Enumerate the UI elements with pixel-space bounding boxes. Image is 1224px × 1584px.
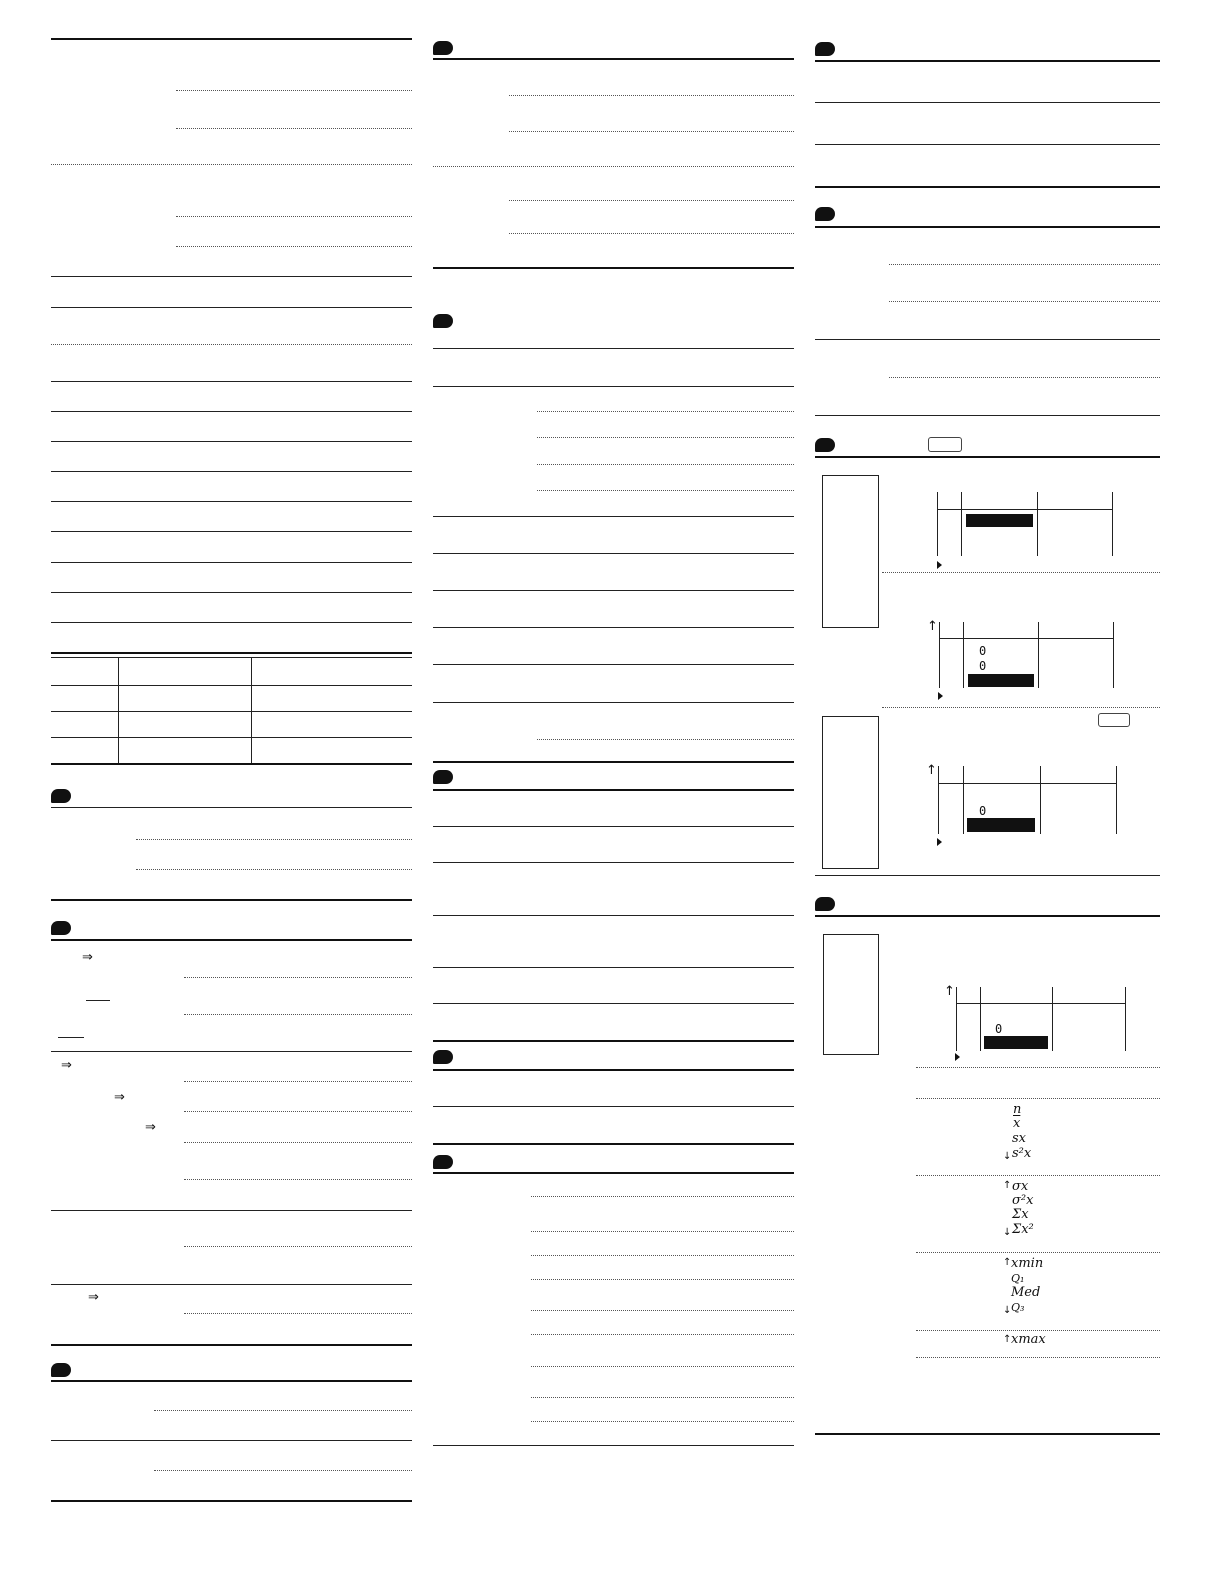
divider	[176, 246, 412, 247]
down-arrow-icon: ↓	[1003, 1151, 1012, 1162]
leaf-bullet-icon	[51, 1363, 71, 1377]
divider	[509, 95, 794, 96]
divider	[176, 90, 412, 91]
stat-item: xmin	[1011, 1256, 1044, 1271]
divider	[51, 1284, 412, 1285]
table-row-rule	[51, 685, 412, 686]
leaf-bullet-icon	[51, 921, 71, 935]
section-rule	[815, 60, 1160, 62]
up-arrow-icon: ↑	[944, 984, 955, 999]
divider	[51, 622, 412, 623]
triangle-pointer-icon	[937, 561, 942, 569]
divider	[433, 386, 794, 387]
lcd-value: 0	[979, 659, 987, 673]
divider	[882, 572, 1160, 573]
lcd-column-rule	[963, 766, 964, 834]
section-rule	[433, 1172, 794, 1174]
divider	[51, 38, 412, 40]
divider	[537, 739, 794, 740]
section-rule	[815, 915, 1160, 917]
down-arrow-icon: ↓	[1003, 1227, 1012, 1238]
lcd-value: 0	[979, 804, 987, 818]
divider	[51, 471, 412, 472]
divider	[433, 553, 794, 554]
divider	[815, 102, 1160, 103]
divider	[136, 839, 412, 840]
table-column-rule	[251, 657, 252, 763]
divider	[537, 490, 794, 491]
key-sequence-bracket	[822, 716, 879, 869]
table-header-rule	[51, 657, 412, 658]
lcd-column-rule	[961, 492, 962, 556]
lcd-border	[1113, 622, 1114, 688]
key-sequence-bracket	[822, 475, 879, 628]
up-arrow-icon: ↑	[927, 619, 938, 634]
divider	[51, 1210, 412, 1211]
section-end-rule	[815, 875, 1160, 876]
triangle-pointer-icon	[955, 1053, 960, 1061]
stat-item: Σx	[1012, 1207, 1029, 1222]
leaf-bullet-icon	[815, 42, 835, 56]
implies-icon: ⇒	[114, 1090, 125, 1105]
divider	[51, 1440, 412, 1441]
leaf-bullet-icon	[433, 1050, 453, 1064]
lcd-header-rule	[938, 783, 1116, 784]
divider	[889, 264, 1160, 265]
section-rule	[433, 1069, 794, 1071]
table-row-rule	[51, 737, 412, 738]
section-end-rule	[433, 1445, 794, 1446]
stat-item: Σx²	[1012, 1222, 1034, 1237]
divider	[176, 128, 412, 129]
section-rule	[815, 456, 1160, 458]
section-end-rule	[51, 1500, 412, 1502]
divider	[509, 200, 794, 201]
divider	[531, 1366, 794, 1367]
section-rule	[433, 789, 794, 791]
divider	[51, 276, 412, 277]
implies-icon: ⇒	[61, 1058, 72, 1073]
section-rule	[51, 1380, 412, 1382]
lcd-column-rule	[980, 987, 981, 1051]
key-sequence-bracket	[823, 934, 879, 1055]
section-rule	[815, 226, 1160, 228]
implies-icon: ⇒	[88, 1290, 99, 1305]
divider	[537, 464, 794, 465]
stat-item: xmax	[1011, 1332, 1046, 1347]
lcd-border	[937, 492, 938, 556]
divider	[51, 1051, 412, 1052]
section-end-rule	[433, 267, 794, 269]
section-end-rule	[815, 1433, 1160, 1435]
leaf-bullet-icon	[433, 770, 453, 784]
divider	[916, 1067, 1160, 1068]
divider	[882, 707, 1160, 708]
stat-item: Q₃	[1011, 1301, 1025, 1314]
stat-item: sx	[1012, 1131, 1027, 1146]
up-arrow-icon: ↑	[1003, 1334, 1012, 1345]
divider	[433, 915, 794, 916]
up-arrow-icon: ↑	[1003, 1257, 1012, 1268]
divider	[51, 531, 412, 532]
lcd-value: 0	[979, 644, 987, 658]
divider	[184, 1246, 412, 1247]
implies-icon: ⇒	[145, 1120, 156, 1135]
divider	[184, 1111, 412, 1112]
leaf-bullet-icon	[433, 314, 453, 328]
stat-item: $\overline{x}$	[1013, 1116, 1021, 1131]
lcd-column-rule	[1040, 766, 1041, 834]
divider	[433, 967, 794, 968]
divider	[184, 977, 412, 978]
divider	[51, 344, 412, 345]
section-rule	[433, 348, 794, 349]
divider	[433, 1106, 794, 1107]
divider	[433, 166, 794, 167]
fraction-bar	[86, 1000, 110, 1001]
divider	[184, 1179, 412, 1180]
lcd-column-rule	[1052, 987, 1053, 1051]
table-bottom-border	[51, 763, 412, 765]
divider	[531, 1231, 794, 1232]
divider	[184, 1313, 412, 1314]
lcd-header-rule	[937, 509, 1112, 510]
divider	[51, 381, 412, 382]
divider	[154, 1470, 412, 1471]
key-outline-icon	[1098, 713, 1130, 727]
divider	[531, 1397, 794, 1398]
divider	[51, 592, 412, 593]
leaf-bullet-icon	[433, 1155, 453, 1169]
section-end-rule	[815, 186, 1160, 188]
key-outline-icon	[928, 437, 962, 452]
section-rule	[433, 58, 794, 60]
divider	[176, 216, 412, 217]
divider	[889, 377, 1160, 378]
section-end-rule	[815, 415, 1160, 416]
divider	[184, 1142, 412, 1143]
leaf-bullet-icon	[51, 789, 71, 803]
divider	[531, 1196, 794, 1197]
stat-item: σ²x	[1012, 1193, 1034, 1208]
divider	[509, 233, 794, 234]
divider	[433, 590, 794, 591]
divider	[184, 1014, 412, 1015]
lcd-border	[938, 766, 939, 834]
lcd-cursor	[968, 674, 1034, 687]
divider	[51, 164, 412, 165]
leaf-bullet-icon	[815, 438, 835, 452]
section-end-rule	[51, 899, 412, 901]
divider	[433, 862, 794, 863]
up-arrow-icon: ↑	[1003, 1180, 1012, 1191]
lcd-border	[1116, 766, 1117, 834]
divider	[537, 411, 794, 412]
section-rule	[51, 807, 412, 808]
divider	[531, 1421, 794, 1422]
section-end-rule	[433, 1143, 794, 1145]
leaf-bullet-icon	[433, 41, 453, 55]
lcd-border	[1112, 492, 1113, 556]
lcd-cursor	[967, 818, 1035, 832]
implies-icon: ⇒	[82, 950, 93, 965]
divider	[433, 627, 794, 628]
section-end-rule	[433, 761, 794, 763]
divider	[51, 441, 412, 442]
leaf-bullet-icon	[815, 207, 835, 221]
triangle-pointer-icon	[937, 838, 942, 846]
divider	[916, 1357, 1160, 1358]
section-rule	[51, 939, 412, 941]
stat-item: Q₁	[1011, 1272, 1025, 1285]
divider	[433, 1003, 794, 1004]
lcd-header-rule	[956, 1003, 1125, 1004]
stat-item: Med	[1011, 1285, 1041, 1300]
down-arrow-icon: ↓	[1003, 1305, 1012, 1316]
stat-item: s²x	[1012, 1146, 1032, 1161]
divider	[916, 1175, 1160, 1176]
section-end-rule	[433, 1040, 794, 1042]
lcd-column-rule	[963, 622, 964, 688]
divider	[433, 826, 794, 827]
divider	[916, 1252, 1160, 1253]
table-column-rule	[118, 657, 119, 763]
divider	[531, 1334, 794, 1335]
divider	[531, 1279, 794, 1280]
divider	[509, 131, 794, 132]
lcd-border	[956, 987, 957, 1051]
divider	[154, 1410, 412, 1411]
lcd-column-rule	[1037, 492, 1038, 556]
table-top-border	[51, 652, 412, 654]
table-row-rule	[51, 711, 412, 712]
divider	[433, 664, 794, 665]
lcd-cursor	[984, 1036, 1048, 1049]
divider	[537, 437, 794, 438]
divider	[184, 1081, 412, 1082]
divider	[916, 1330, 1160, 1331]
lcd-column-rule	[1038, 622, 1039, 688]
lcd-cursor	[966, 514, 1033, 527]
lcd-border	[939, 622, 940, 688]
divider	[815, 339, 1160, 340]
divider	[531, 1310, 794, 1311]
stat-item: σx	[1012, 1179, 1029, 1194]
divider	[51, 411, 412, 412]
divider	[433, 702, 794, 703]
stat-item: n	[1013, 1102, 1022, 1117]
divider	[815, 144, 1160, 145]
divider	[51, 501, 412, 502]
divider	[51, 307, 412, 308]
divider	[889, 301, 1160, 302]
divider	[916, 1098, 1160, 1099]
up-arrow-icon: ↑	[926, 763, 937, 778]
divider	[136, 869, 412, 870]
divider	[433, 516, 794, 517]
section-end-rule	[51, 1344, 412, 1346]
leaf-bullet-icon	[815, 897, 835, 911]
lcd-header-rule	[939, 638, 1113, 639]
fraction-bar	[58, 1037, 84, 1038]
triangle-pointer-icon	[938, 692, 943, 700]
lcd-value: 0	[995, 1022, 1003, 1036]
divider	[51, 562, 412, 563]
divider	[531, 1255, 794, 1256]
lcd-border	[1125, 987, 1126, 1051]
